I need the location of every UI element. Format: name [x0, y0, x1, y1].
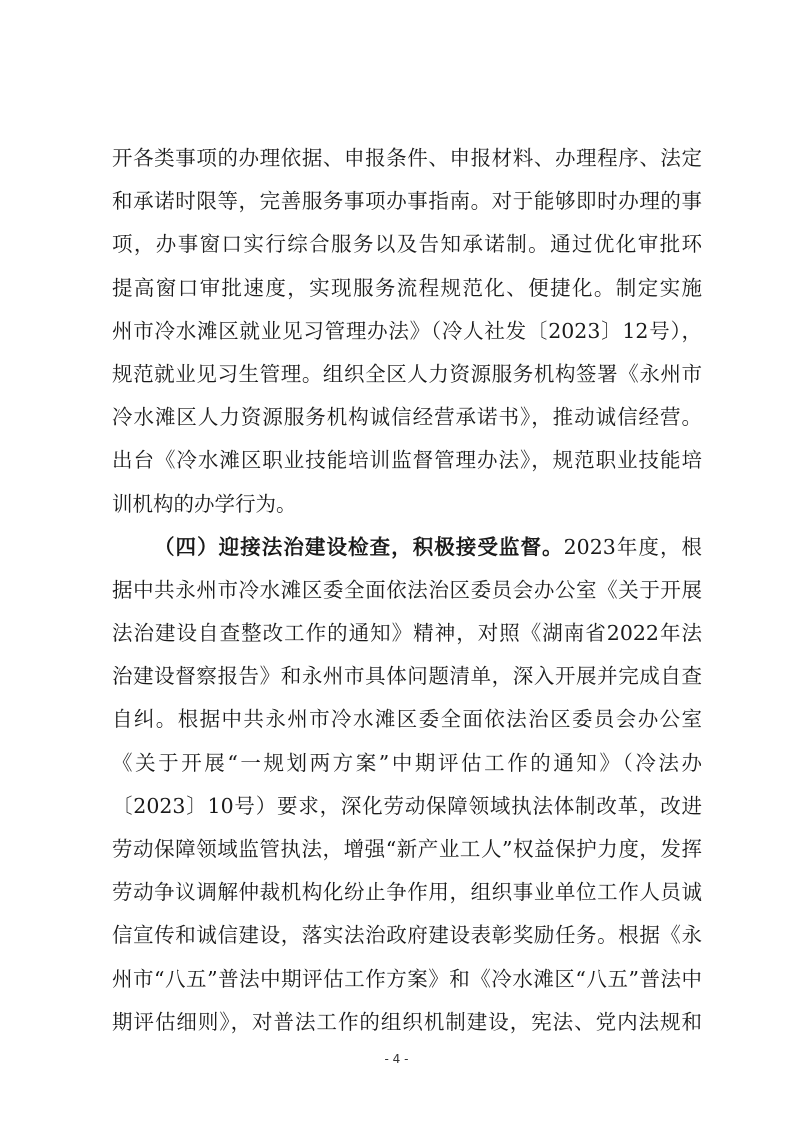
line-text: 州市“八五”普法中期评估工作方案》和《冷水滩区“八五”普法中	[112, 966, 702, 991]
text-line	[112, 785, 702, 828]
line-text: 和承诺时限等，完善服务事项办事指南。对于能够即时办理的事	[112, 189, 702, 214]
text-line	[112, 267, 702, 310]
text-line	[112, 914, 702, 957]
line-text: 《关于开展“一规划两方案”中期评估工作的通知》（冷法办	[112, 750, 702, 775]
body-text	[112, 137, 702, 1044]
text-line	[112, 396, 702, 439]
text-line	[112, 958, 702, 1001]
line-text: 州市冷水滩区就业见习管理办法》（冷人社发〔2023〕12号），	[112, 318, 702, 343]
text-line	[112, 483, 702, 526]
text-line	[112, 439, 702, 482]
line-text: 信宣传和诚信建设，落实法治政府建设表彰奖励任务。根据《永	[112, 923, 702, 948]
text-line	[112, 137, 702, 180]
line-text: 提高窗口审批速度，实现服务流程规范化、便捷化。制定实施	[112, 275, 702, 300]
line-text: 期评估细则》，对普法工作的组织机制建设，宪法、党内法规和	[112, 1009, 702, 1034]
line-text: 法治建设自查整改工作的通知》精神，对照《湖南省2022年法	[112, 621, 702, 646]
text-line	[112, 569, 702, 612]
section-heading: （四）迎接法治建设检查，积极接受监督。	[154, 534, 564, 559]
text-line	[112, 526, 702, 569]
text-line	[112, 612, 702, 655]
line-text: 冷水滩区人力资源服务机构诚信经营承诺书》，推动诚信经营。	[112, 405, 702, 430]
line-text: 治建设督察报告》和永州市具体问题清单，深入开展并完成自查	[112, 664, 702, 689]
text-line	[112, 828, 702, 871]
line-text: 规范就业见习生管理。组织全区人力资源服务机构签署《永州市	[112, 361, 702, 386]
text-line	[112, 871, 702, 914]
page-number: - 4 -	[384, 1052, 409, 1066]
line-text: 据中共永州市冷水滩区委全面依法治区委员会办公室《关于开展	[112, 577, 702, 602]
line-text: 自纠。根据中共永州市冷水滩区委全面依法治区委员会办公室	[112, 707, 702, 732]
line-text: 出台《冷水滩区职业技能培训监督管理办法》，规范职业技能培	[112, 448, 702, 473]
text-line	[112, 223, 702, 266]
line-text: 劳动保障领域监管执法，增强“新产业工人”权益保护力度，发挥	[112, 837, 702, 861]
text-line	[112, 1001, 702, 1044]
text-line	[112, 742, 702, 785]
text-line	[112, 698, 702, 741]
text-line	[112, 310, 702, 353]
text-line	[112, 353, 702, 396]
text-line	[112, 655, 702, 698]
line-text: 训机构的办学行为。	[112, 491, 297, 516]
text-line	[112, 180, 702, 223]
line-text: 开各类事项的办理依据、申报条件、申报材料、办理程序、法定	[112, 146, 702, 170]
line-text: 劳动争议调解仲裁机构化纷止争作用，组织事业单位工作人员诚	[112, 880, 702, 905]
line-text: 项，办事窗口实行综合服务以及告知承诺制。通过优化审批环	[112, 232, 702, 257]
line-text: 〔2023〕10号）要求，深化劳动保障领域执法体制改革，改进	[112, 793, 702, 818]
line-text: 2023年度，根	[563, 534, 702, 559]
